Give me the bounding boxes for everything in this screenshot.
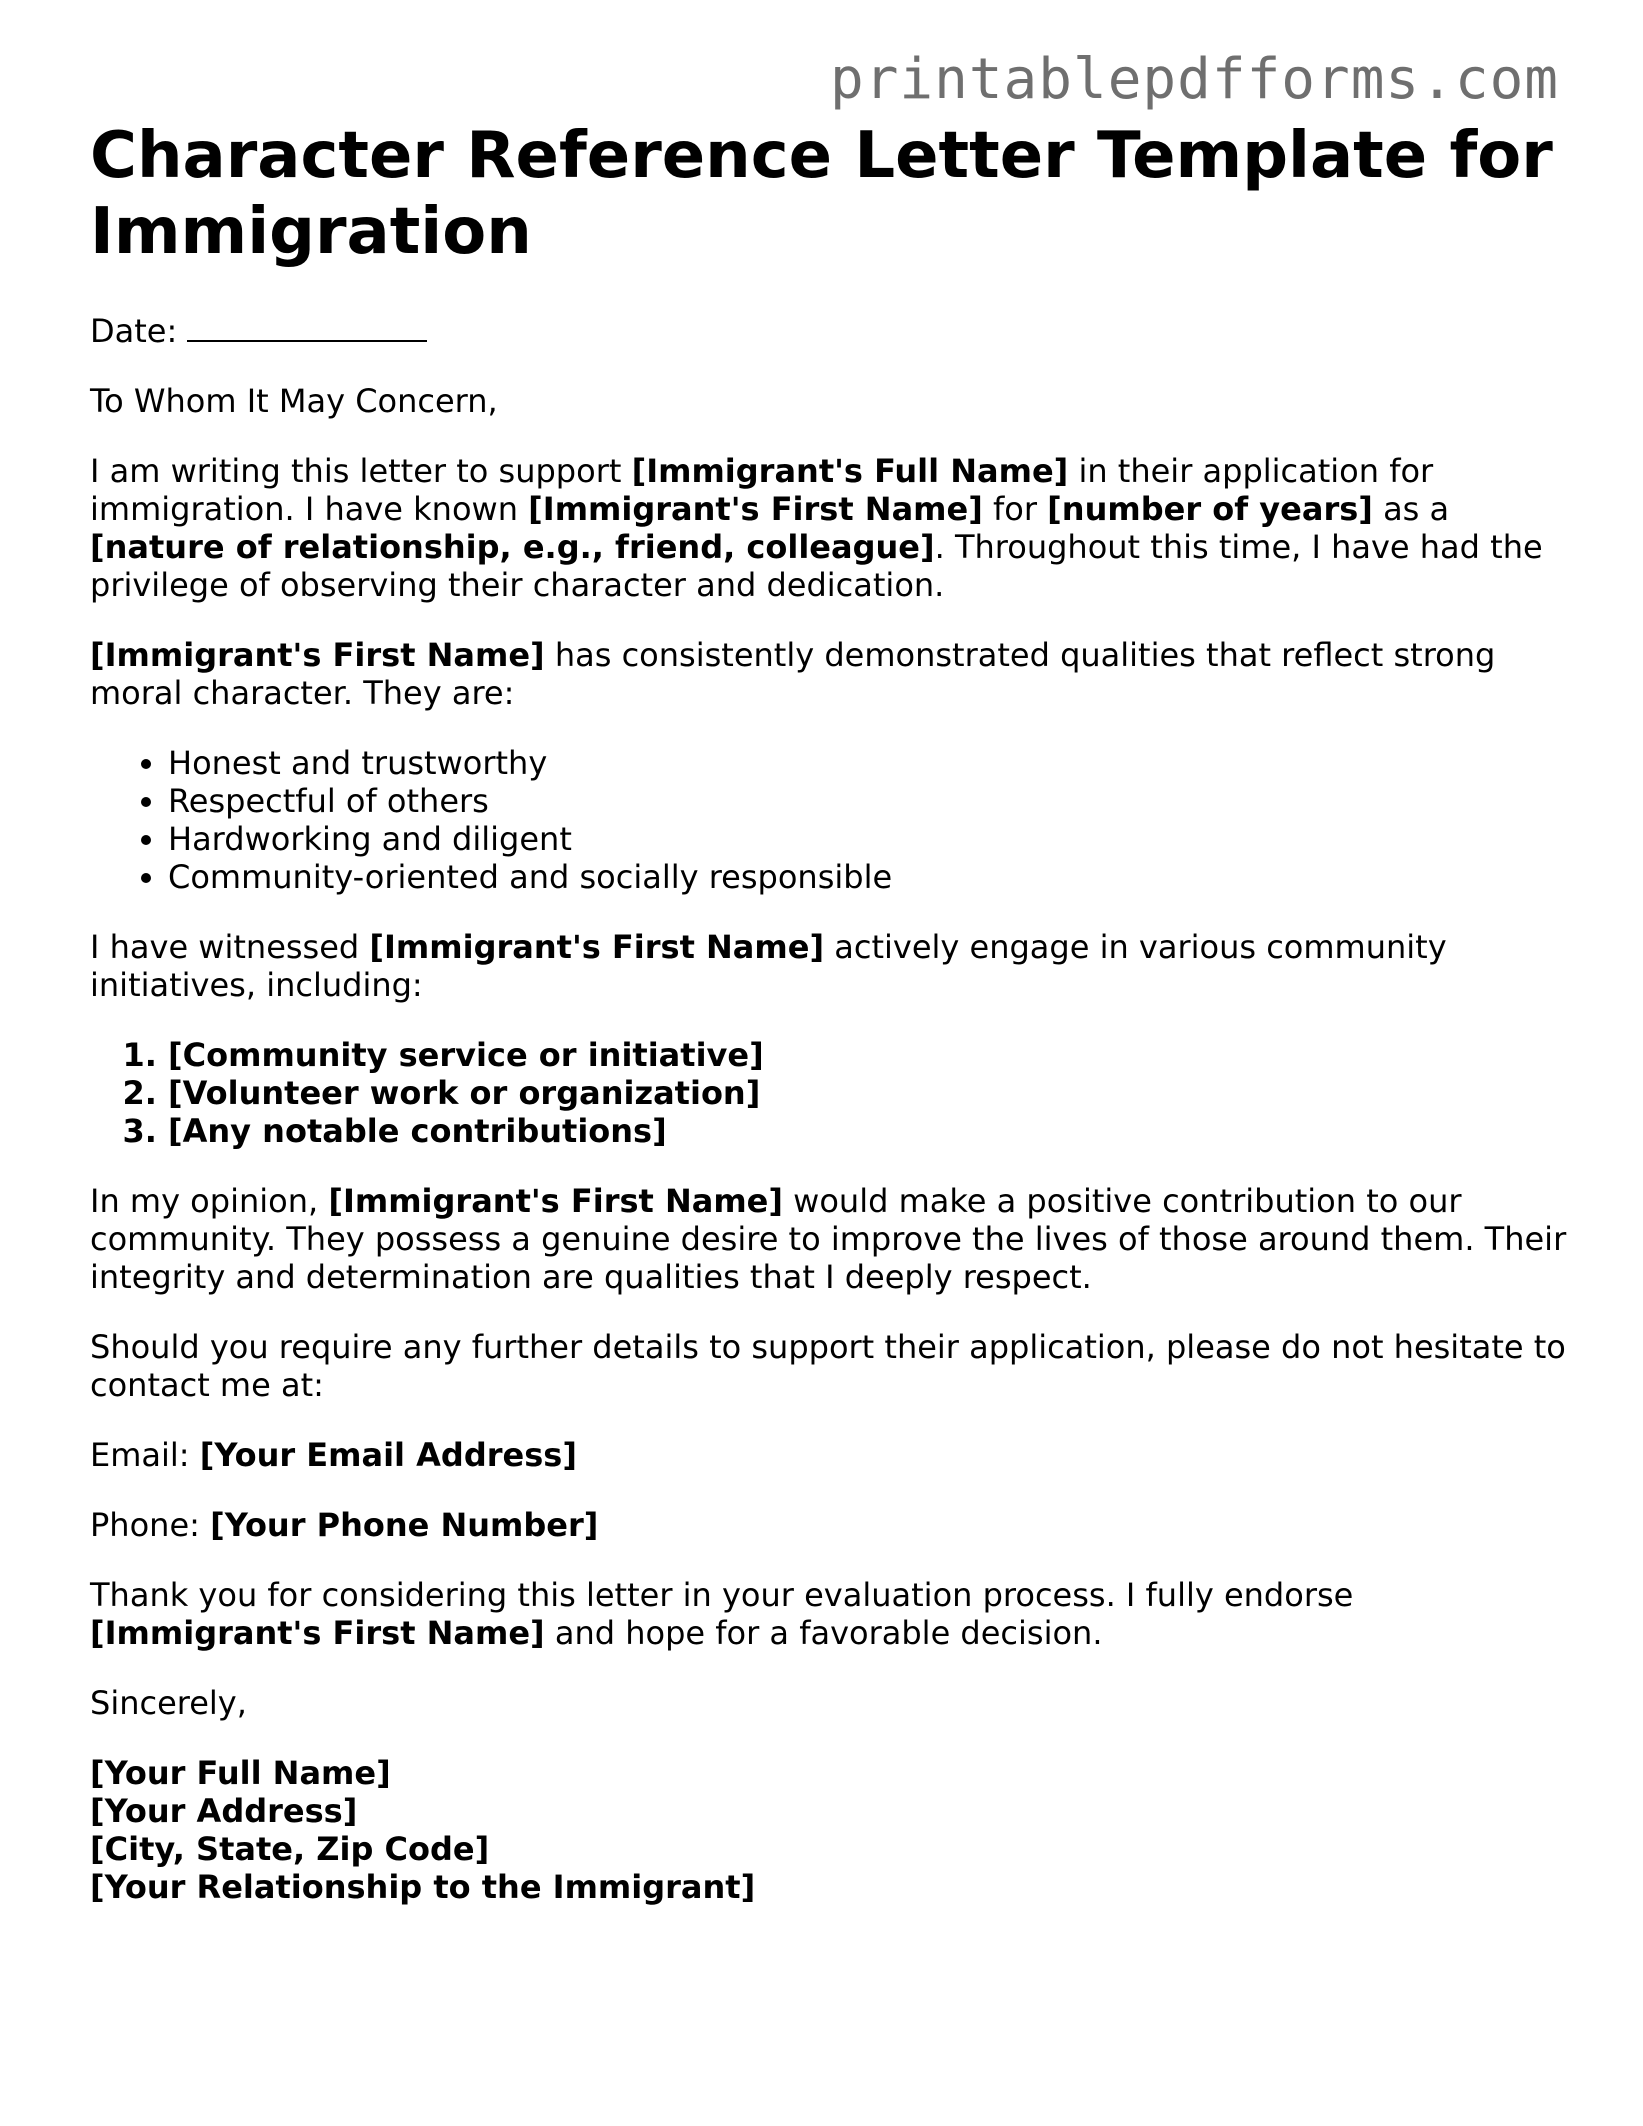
- opinion-paragraph: [90, 1182, 1570, 1296]
- text-segment: as a: [1372, 490, 1450, 528]
- phone-label: Phone:: [90, 1506, 211, 1544]
- intro-paragraph: [90, 452, 1570, 604]
- text-segment: and hope for a favorable decision.: [544, 1614, 1103, 1652]
- text-segment: I have witnessed: [90, 928, 370, 966]
- list-item: • Honest and trustworthy: [168, 744, 1570, 782]
- list-item: 2. [Volunteer work or organization]: [168, 1074, 1570, 1112]
- community-paragraph: [90, 928, 1570, 1004]
- placeholder-first-name: [Immigrant's First Name]: [369, 928, 825, 966]
- placeholder-phone: [Your Phone Number]: [210, 1506, 599, 1544]
- list-item: 1. [Community service or initiative]: [168, 1036, 1570, 1074]
- contact-paragraph: Should you require any further details to support their application, please do not hesitate to contact me at:: [90, 1328, 1566, 1404]
- text-segment: in their application for immigration. I have known: [90, 452, 1434, 528]
- text-segment: has consistently demonstrated qualities that reflect strong moral character. They are:: [90, 636, 1496, 712]
- placeholder-first-name: [Immigrant's First Name]: [328, 1182, 783, 1220]
- salutation: To Whom It May Concern,: [90, 382, 498, 420]
- text-segment: I am writing this letter to support: [90, 452, 632, 490]
- signature-address: [Your Address]: [90, 1792, 358, 1830]
- date-blank-line: [187, 312, 427, 342]
- placeholder-years: [number of years]: [1047, 490, 1373, 528]
- watermark-text: printablepdfforms.com: [829, 47, 1559, 112]
- email-line: [90, 1436, 1570, 1474]
- placeholder-email: [Your Email Address]: [199, 1436, 577, 1474]
- date-line: [90, 312, 1570, 350]
- email-label: Email:: [90, 1436, 200, 1474]
- initiatives-list: [90, 1036, 1570, 1150]
- placeholder-relationship: [nature of relationship, e.g., friend, colleague]: [90, 528, 935, 566]
- signature-relationship: [Your Relationship to the Immigrant]: [90, 1868, 756, 1906]
- date-label: Date:: [90, 312, 178, 350]
- placeholder-full-name: [Immigrant's Full Name]: [631, 452, 1069, 490]
- list-item: • Hardworking and diligent: [168, 820, 1570, 858]
- signature-block: [90, 1754, 1570, 1906]
- text-segment: . Throughout this time, I have had the privilege of observing their character and dedication.: [90, 528, 1543, 604]
- qualities-paragraph: [90, 636, 1570, 712]
- text-segment: would make a positive contribution to our community. They possess a genuine desire to improve the lives of those around them. Their integrity and determination are qualities that I deeply respect.: [90, 1182, 1567, 1296]
- signature-name: [Your Full Name]: [90, 1754, 391, 1792]
- list-item: 3. [Any notable contributions]: [168, 1112, 1570, 1150]
- text-segment: Thank you for considering this letter in your evaluation process. I fully endorse: [90, 1576, 1354, 1614]
- placeholder-first-name: [Immigrant's First Name]: [90, 636, 545, 674]
- closing-word: Sincerely,: [90, 1684, 247, 1722]
- signature-city: [City, State, Zip Code]: [90, 1830, 490, 1868]
- letter-page: [90, 118, 1570, 1906]
- text-segment: for: [982, 490, 1048, 528]
- text-segment: actively engage in various community initiatives, including:: [90, 928, 1447, 1004]
- qualities-list: [90, 744, 1570, 896]
- phone-line: [90, 1506, 1570, 1544]
- placeholder-first-name: [Immigrant's First Name]: [528, 490, 983, 528]
- letter-body: [90, 312, 1570, 1906]
- placeholder-first-name: [Immigrant's First Name]: [90, 1614, 545, 1652]
- text-segment: In my opinion,: [90, 1182, 329, 1220]
- closing-paragraph: [90, 1576, 1570, 1652]
- page-title: Character Reference Letter Template for Immigration: [90, 119, 1553, 269]
- list-item: • Respectful of others: [168, 782, 1570, 820]
- list-item: • Community-oriented and socially responsible: [168, 858, 1570, 896]
